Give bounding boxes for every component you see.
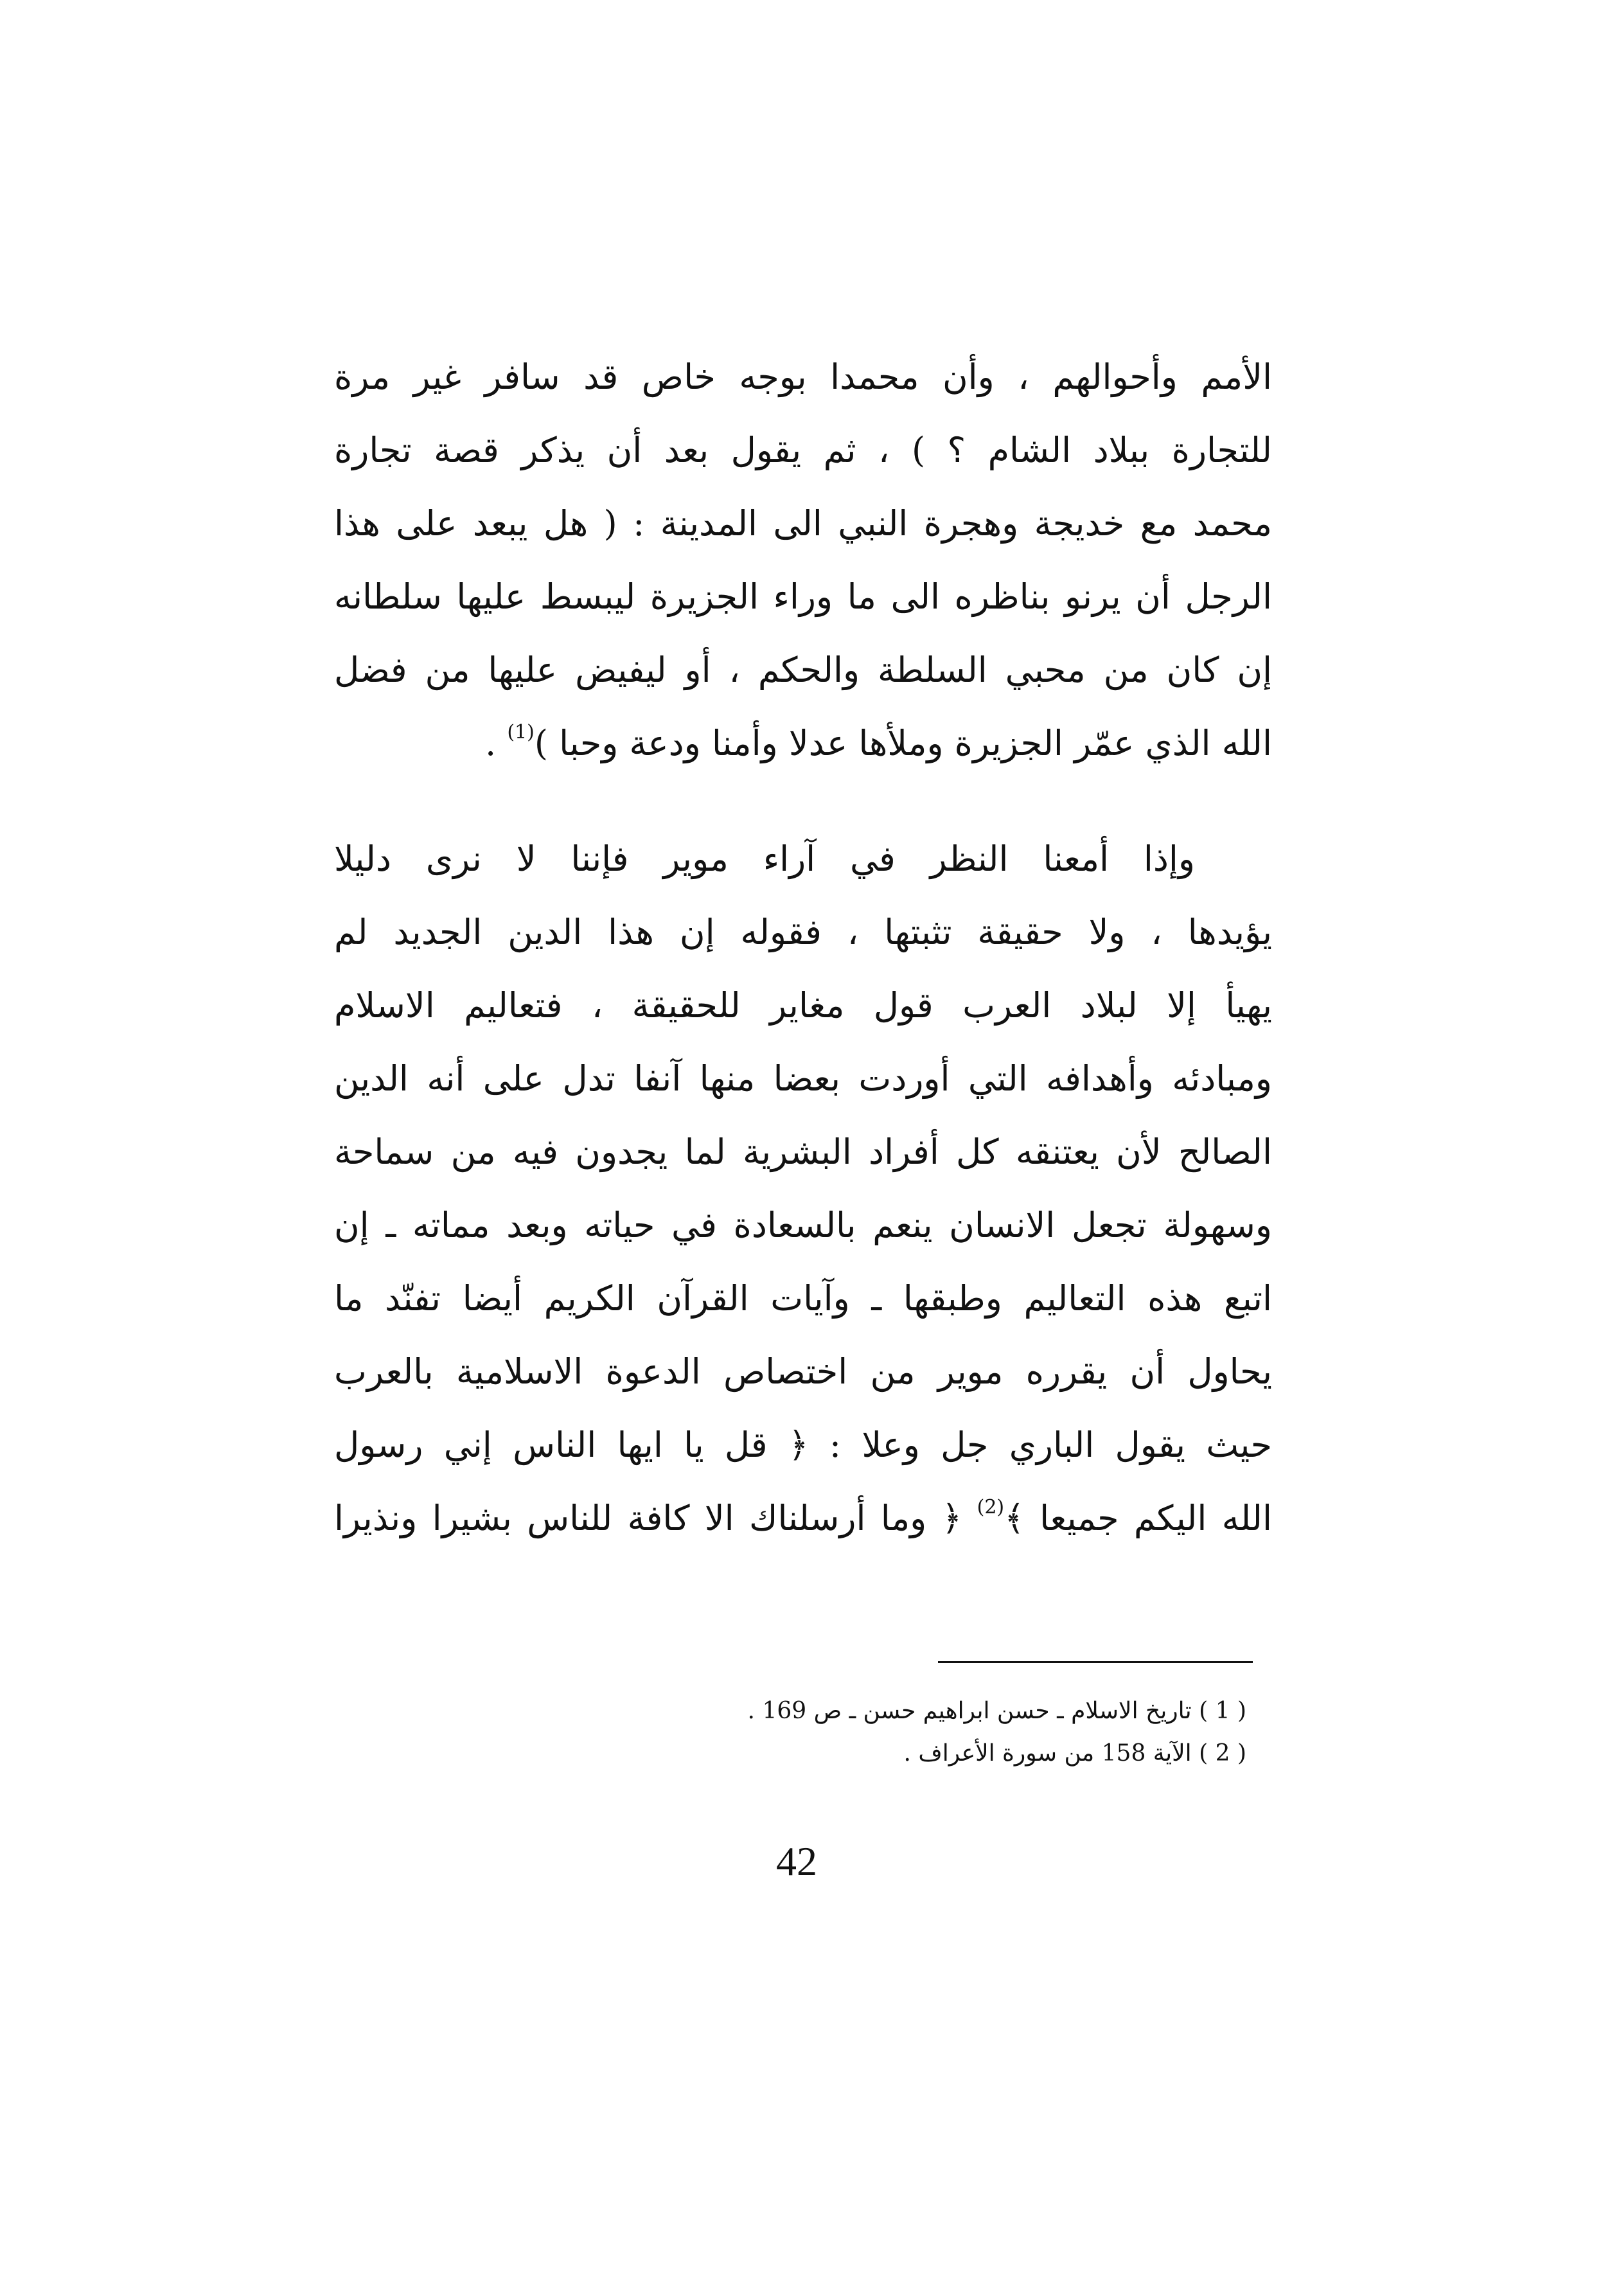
text-line: الرجل أن يرنو بناظره الى ما وراء الجزيرة ليبسط عليها سلطانه bbox=[334, 576, 1272, 617]
text-fragment: الله اليكم جميعا ﴾ bbox=[1004, 1498, 1272, 1538]
text-line: ومبادئه وأهدافه التي أوردت بعضا منها آنفا تدل على أنه الدين bbox=[334, 1058, 1272, 1099]
text-line: وإذا أمعنا النظر في آراء موير فإننا لا نرى دليلا bbox=[334, 839, 1195, 879]
text-line-last bbox=[334, 707, 1272, 780]
footnote-separator bbox=[938, 1661, 1253, 1663]
text-fragment: الله الذي عمّر الجزيرة وملأها عدلا وأمنا ودعة وحبا ) bbox=[534, 723, 1272, 763]
text-line: الصالح لأن يعتنقه كل أفراد البشرية لما يجدون فيه من سماحة bbox=[334, 1132, 1272, 1172]
footnote-1: ( 1 ) تاريخ الاسلام ـ حسن ابراهيم حسن ـ ص 169 . bbox=[747, 1698, 1246, 1724]
text-fragment: . bbox=[484, 723, 508, 763]
text-line-last bbox=[334, 1482, 1272, 1555]
page-number: 42 bbox=[776, 1838, 817, 1884]
footnotes bbox=[642, 1690, 1246, 1775]
text-line: وسهولة تجعل الانسان ينعم بالسعادة في حياته وبعد مماته ـ إن bbox=[334, 1205, 1272, 1245]
text-fragment: ﴿ وما أرسلناك الا كافة للناس بشيرا ونذيرا bbox=[334, 1498, 977, 1538]
text-line: يؤيدها ، ولا حقيقة تثبتها ، فقوله إن هذا الدين الجديد لم bbox=[334, 912, 1272, 952]
text-line: الأمم وأحوالهم ، وأن محمدا بوجه خاص قد سافر غير مرة bbox=[334, 357, 1272, 397]
footnote-2: ( 2 ) الآية 158 من سورة الأعراف . bbox=[903, 1740, 1246, 1766]
paragraph-1 bbox=[334, 341, 1272, 780]
paragraph-2 bbox=[334, 823, 1272, 1555]
text-line: يحاول أن يقرره موير من اختصاص الدعوة الاسلامية بالعرب bbox=[334, 1351, 1272, 1392]
text-line: محمد مع خديجة وهجرة النبي الى المدينة : ( هل يبعد على هذا bbox=[334, 503, 1272, 544]
text-line: إن كان من محبي السلطة والحكم ، أو ليفيض عليها من فضل bbox=[334, 650, 1272, 690]
text-line: حيث يقول الباري جل وعلا : ﴿ قل يا ايها الناس إني رسول bbox=[334, 1425, 1272, 1465]
footnote-ref-1: (1) bbox=[507, 721, 535, 743]
text-line: اتبع هذه التعاليم وطبقها ـ وآيات القرآن الكريم أيضا تفنّد ما bbox=[334, 1278, 1272, 1319]
text-line: يهيأ إلا لبلاد العرب قول مغاير للحقيقة ، فتعاليم الاسلام bbox=[334, 985, 1272, 1026]
text-line: للتجارة ببلاد الشام ؟ ) ، ثم يقول بعد أن يذكر قصة تجارة bbox=[334, 430, 1272, 470]
footnote-ref-2: (2) bbox=[977, 1496, 1005, 1518]
